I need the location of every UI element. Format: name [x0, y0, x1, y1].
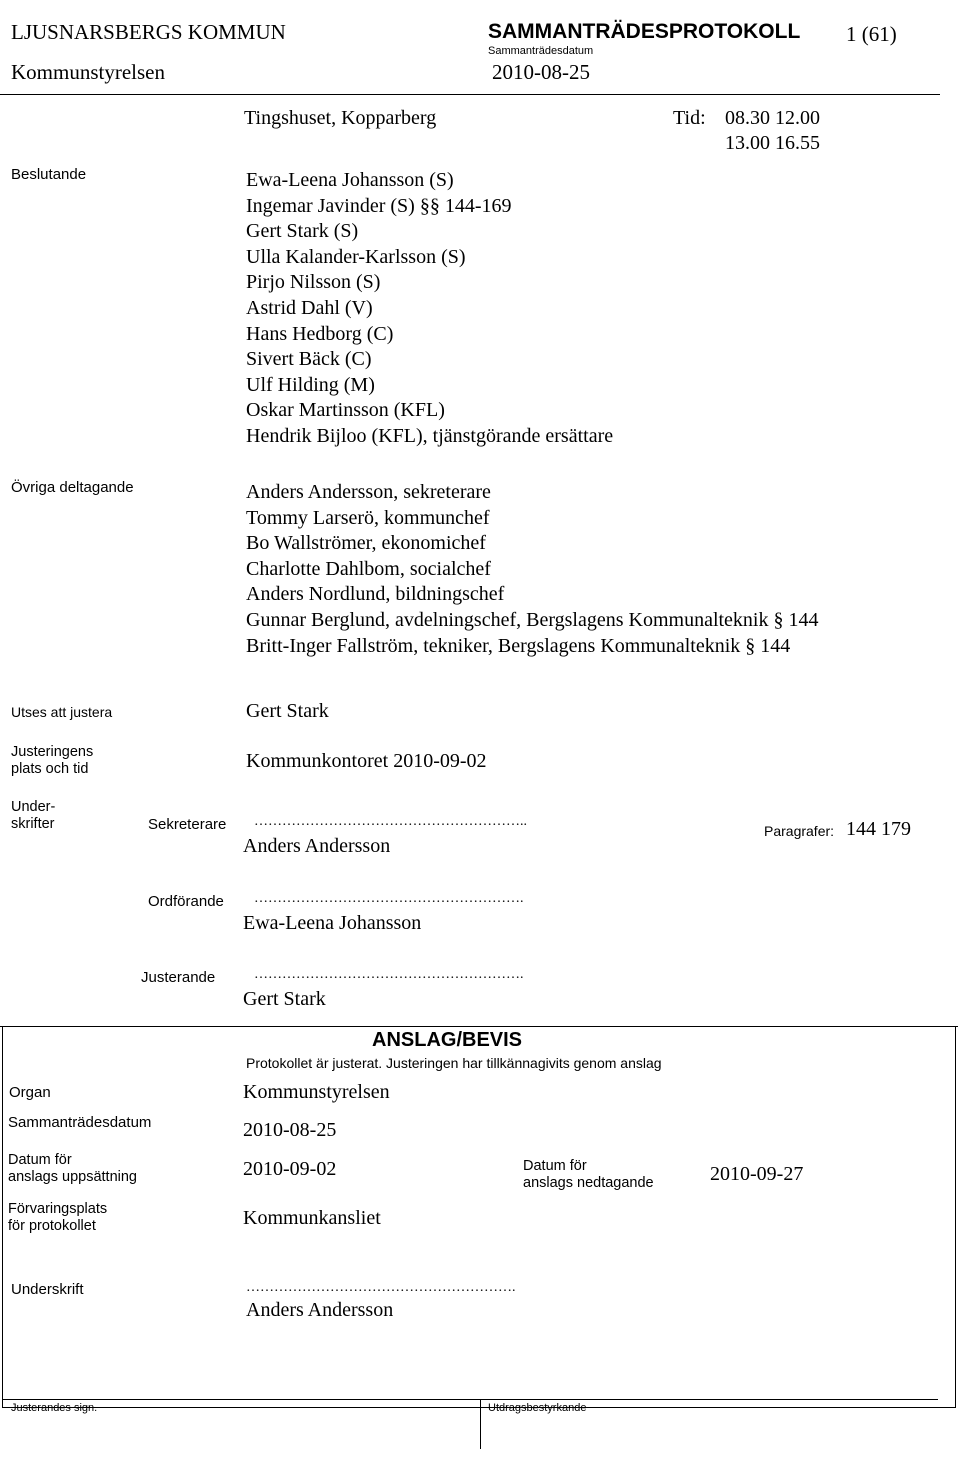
- beslutande-label: Beslutande: [11, 166, 87, 183]
- list-item: Ulf Hilding (M): [246, 373, 375, 396]
- list-item: Hendrik Bijloo (KFL), tjänstgörande ersättare: [246, 424, 614, 447]
- list-item: Charlotte Dahlbom, socialchef: [246, 557, 491, 580]
- committee-name: Kommunstyrelsen: [11, 60, 165, 84]
- ordforande-signature-line: ………………………………………………….: [254, 891, 524, 906]
- document-title: SAMMANTRÄDESPROTOKOLL: [488, 20, 801, 43]
- underskrifter-label: Under- skrifter: [11, 799, 56, 832]
- underskrift-label: Underskrift: [11, 1281, 84, 1298]
- organ-label: Organ: [9, 1084, 51, 1101]
- underskrift-name: Anders Andersson: [246, 1299, 394, 1321]
- footer-rule: [2, 1399, 938, 1400]
- time-afternoon: 13.00 16.55: [725, 132, 820, 154]
- date-label: Sammanträdesdatum: [488, 45, 594, 57]
- ovriga-label: Övriga deltagande: [11, 479, 134, 496]
- meeting-date: 2010-08-25: [492, 60, 590, 84]
- list-item: Sivert Bäck (C): [246, 348, 372, 371]
- page-number: 1 (61): [846, 22, 897, 46]
- footer-divider: [480, 1399, 481, 1449]
- justerandes-sign-label: Justerandes sign.: [11, 1402, 98, 1414]
- organ-value: Kommunstyrelsen: [243, 1081, 390, 1103]
- list-item: Anders Nordlund, bildningschef: [246, 583, 505, 606]
- paragrafer-label: Paragrafer:: [764, 823, 835, 839]
- list-item: Ewa-Leena Johansson (S): [246, 169, 454, 191]
- ordforande-label: Ordförande: [148, 893, 224, 910]
- list-item: Pirjo Nilsson (S): [246, 271, 381, 294]
- nedtagande-value: 2010-09-27: [710, 1163, 804, 1185]
- utses-label: Utses att justera: [11, 704, 113, 720]
- list-item: Oskar Martinsson (KFL): [246, 399, 445, 422]
- beslutande-list: [246, 168, 613, 450]
- utses-value: Gert Stark: [246, 700, 329, 722]
- nedtagande-label: Datum för anslags nedtagande: [523, 1158, 654, 1191]
- justerande-label: Justerande: [141, 969, 216, 986]
- sekreterare-name: Anders Andersson: [243, 835, 391, 857]
- time-label: Tid:: [673, 107, 706, 129]
- ovriga-list: [246, 480, 819, 659]
- list-item: Ingemar Javinder (S) §§ 144-169: [246, 194, 512, 217]
- list-item: Hans Hedborg (C): [246, 322, 394, 345]
- anslag-title: ANSLAG/BEVIS: [372, 1029, 523, 1051]
- plats-label: Justeringens plats och tid: [11, 744, 94, 777]
- underskrift-signature-line: ………………………………………………….: [246, 1280, 516, 1295]
- header-rule: [0, 94, 940, 95]
- uppsattning-value: 2010-09-02: [243, 1158, 337, 1180]
- sammantradesdatum-label: Sammanträdesdatum: [8, 1114, 152, 1131]
- meeting-place: Tingshuset, Kopparberg: [244, 107, 437, 129]
- anslag-right-rule: [955, 1026, 956, 1408]
- ordforande-name: Ewa-Leena Johansson: [243, 912, 422, 934]
- forvaringsplats-label: Förvaringsplats för protokollet: [8, 1201, 108, 1234]
- list-item: Bo Wallströmer, ekonomichef: [246, 532, 486, 555]
- uppsattning-label: Datum för anslags uppsättning: [8, 1152, 137, 1185]
- paragrafer-value: 144 179: [846, 818, 911, 840]
- time-morning: 08.30 12.00: [725, 107, 820, 129]
- sekreterare-label: Sekreterare: [148, 816, 227, 833]
- list-item: Tommy Larserö, kommunchef: [246, 506, 490, 529]
- plats-value: Kommunkontoret 2010-09-02: [246, 750, 487, 772]
- anslag-subtitle: Protokollet är justerat. Justeringen har tillkännagivits genom anslag: [246, 1055, 662, 1071]
- sekreterare-signature-line: …………………………………………………..: [254, 814, 527, 829]
- list-item: Gert Stark (S): [246, 220, 359, 243]
- list-item: Anders Andersson, sekreterare: [246, 481, 491, 503]
- list-item: Gunnar Berglund, avdelningschef, Bergslagens Kommunalteknik § 144: [246, 608, 819, 631]
- forvaringsplats-value: Kommunkansliet: [243, 1207, 381, 1229]
- justerande-name: Gert Stark: [243, 988, 326, 1010]
- anslag-top-rule: [0, 1026, 958, 1027]
- list-item: Astrid Dahl (V): [246, 296, 373, 319]
- anslag-bottom-rule: [2, 1407, 956, 1408]
- justerande-signature-line: ………………………………………………….: [254, 967, 524, 982]
- anslag-left-rule: [2, 1026, 3, 1408]
- municipality-name: LJUSNARSBERGS KOMMUN: [11, 20, 286, 44]
- list-item: Britt-Inger Fallström, tekniker, Bergslagens Kommunalteknik § 144: [246, 634, 791, 657]
- utdragsbestyrkande-label: Utdragsbestyrkande: [488, 1402, 587, 1414]
- sammantradesdatum-value: 2010-08-25: [243, 1119, 337, 1141]
- list-item: Ulla Kalander-Karlsson (S): [246, 245, 466, 268]
